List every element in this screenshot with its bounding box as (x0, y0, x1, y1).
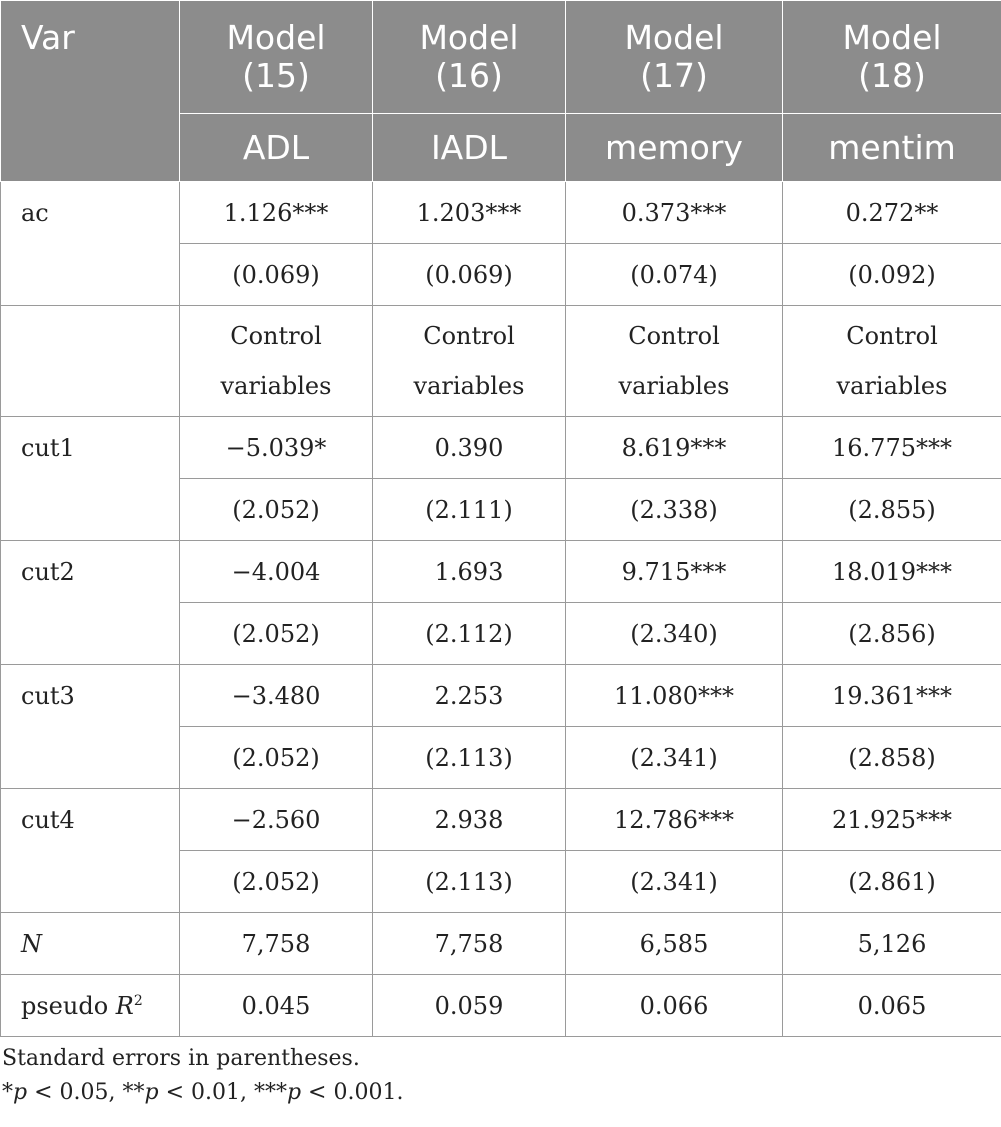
model-name: Model (419, 18, 519, 57)
control-line1: Control (628, 322, 720, 350)
r2-label-sup: 2 (133, 992, 143, 1009)
se-cell: (2.112) (373, 603, 566, 665)
control-line2: variables (836, 372, 948, 400)
note-standard-errors: Standard errors in parentheses. (2, 1046, 360, 1071)
n-cell: 5,126 (783, 913, 1001, 975)
coef-cell: 12.786*** (566, 789, 783, 851)
table-row-cut1-coef (1, 417, 1001, 479)
note-part: < 0.001. (301, 1080, 404, 1105)
coef-cell: 1.203*** (373, 182, 566, 244)
var-header-label: Var (21, 18, 75, 57)
note-part: * (2, 1080, 13, 1105)
se-cell: (2.338) (566, 479, 783, 541)
outcome-header: mentim (783, 114, 1001, 182)
control-line2: variables (618, 372, 730, 400)
outcome-header: IADL (373, 114, 566, 182)
outcome-header: memory (566, 114, 783, 182)
model-header (180, 1, 373, 114)
r2-cell: 0.045 (180, 975, 373, 1037)
se-cell: (2.858) (783, 727, 1001, 789)
se-cell: (2.111) (373, 479, 566, 541)
coef-cell: 1.693 (373, 541, 566, 603)
coef-cell: −3.480 (180, 665, 373, 727)
var-header (1, 1, 180, 182)
coef-cell: −2.560 (180, 789, 373, 851)
row-label: cut3 (1, 665, 180, 789)
table-row-n (1, 913, 1001, 975)
model-header (566, 1, 783, 114)
se-cell: (2.856) (783, 603, 1001, 665)
header-row-models (1, 1, 1001, 114)
se-cell: (2.113) (373, 851, 566, 913)
se-cell: (2.855) (783, 479, 1001, 541)
control-line1: Control (846, 322, 938, 350)
coef-cell: 1.126*** (180, 182, 373, 244)
control-line2: variables (413, 372, 525, 400)
r2-label-italic: R (115, 991, 134, 1020)
coef-cell: 2.938 (373, 789, 566, 851)
row-label (1, 975, 180, 1037)
table-row-control (1, 306, 1001, 417)
se-cell: (2.341) (566, 851, 783, 913)
row-label: cut4 (1, 789, 180, 913)
model-number: (17) (640, 56, 708, 95)
se-cell: (2.052) (180, 851, 373, 913)
note-part-italic: p (144, 1080, 159, 1105)
r2-cell: 0.059 (373, 975, 566, 1037)
r2-cell: 0.065 (783, 975, 1001, 1037)
r2-label-text: pseudo (21, 991, 116, 1020)
se-cell: (0.074) (566, 244, 783, 306)
se-cell: (2.861) (783, 851, 1001, 913)
table-row-pseudo-r2 (1, 975, 1001, 1037)
coef-cell: −4.004 (180, 541, 373, 603)
control-line1: Control (423, 322, 515, 350)
model-name: Model (842, 18, 942, 57)
control-cell (180, 306, 373, 417)
se-cell: (0.069) (373, 244, 566, 306)
se-cell: (2.052) (180, 479, 373, 541)
control-cell (566, 306, 783, 417)
table-row-cut4-coef (1, 789, 1001, 851)
coef-cell: 16.775*** (783, 417, 1001, 479)
se-cell: (2.113) (373, 727, 566, 789)
coef-cell: 0.272** (783, 182, 1001, 244)
se-cell: (2.341) (566, 727, 783, 789)
row-label-empty (1, 306, 180, 417)
table-row-cut2-coef (1, 541, 1001, 603)
coef-cell: 2.253 (373, 665, 566, 727)
n-cell: 6,585 (566, 913, 783, 975)
row-label: cut1 (1, 417, 180, 541)
coef-cell: 19.361*** (783, 665, 1001, 727)
model-name: Model (624, 18, 724, 57)
note-part: < 0.05, ** (27, 1080, 145, 1105)
n-label: N (21, 929, 42, 958)
se-cell: (0.092) (783, 244, 1001, 306)
note-part-italic: p (13, 1080, 28, 1105)
model-header (783, 1, 1001, 114)
se-cell: (2.052) (180, 603, 373, 665)
n-cell: 7,758 (180, 913, 373, 975)
row-label: ac (1, 182, 180, 306)
model-number: (18) (858, 56, 926, 95)
coef-cell: 0.390 (373, 417, 566, 479)
se-cell: (2.052) (180, 727, 373, 789)
model-number: (15) (242, 56, 310, 95)
outcome-header: ADL (180, 114, 373, 182)
coef-cell: 21.925*** (783, 789, 1001, 851)
coef-cell: 9.715*** (566, 541, 783, 603)
n-cell: 7,758 (373, 913, 566, 975)
control-cell (783, 306, 1001, 417)
coef-cell: 0.373*** (566, 182, 783, 244)
coef-cell: −5.039* (180, 417, 373, 479)
se-cell: (2.340) (566, 603, 783, 665)
row-label (1, 913, 180, 975)
coef-cell: 8.619*** (566, 417, 783, 479)
note-part: < 0.01, *** (158, 1080, 287, 1105)
coef-cell: 11.080*** (566, 665, 783, 727)
control-line2: variables (220, 372, 332, 400)
table-row-ac-coef (1, 182, 1001, 244)
coef-cell: 18.019*** (783, 541, 1001, 603)
r2-cell: 0.066 (566, 975, 783, 1037)
note-significance (0, 1076, 1001, 1110)
note-part-italic: p (286, 1080, 302, 1105)
model-header (373, 1, 566, 114)
row-label: cut2 (1, 541, 180, 665)
model-name: Model (226, 18, 326, 57)
control-cell (373, 306, 566, 417)
table-row-cut3-coef (1, 665, 1001, 727)
table-notes (0, 1042, 1001, 1110)
se-cell: (0.069) (180, 244, 373, 306)
model-number: (16) (435, 56, 503, 95)
control-line1: Control (230, 322, 322, 350)
